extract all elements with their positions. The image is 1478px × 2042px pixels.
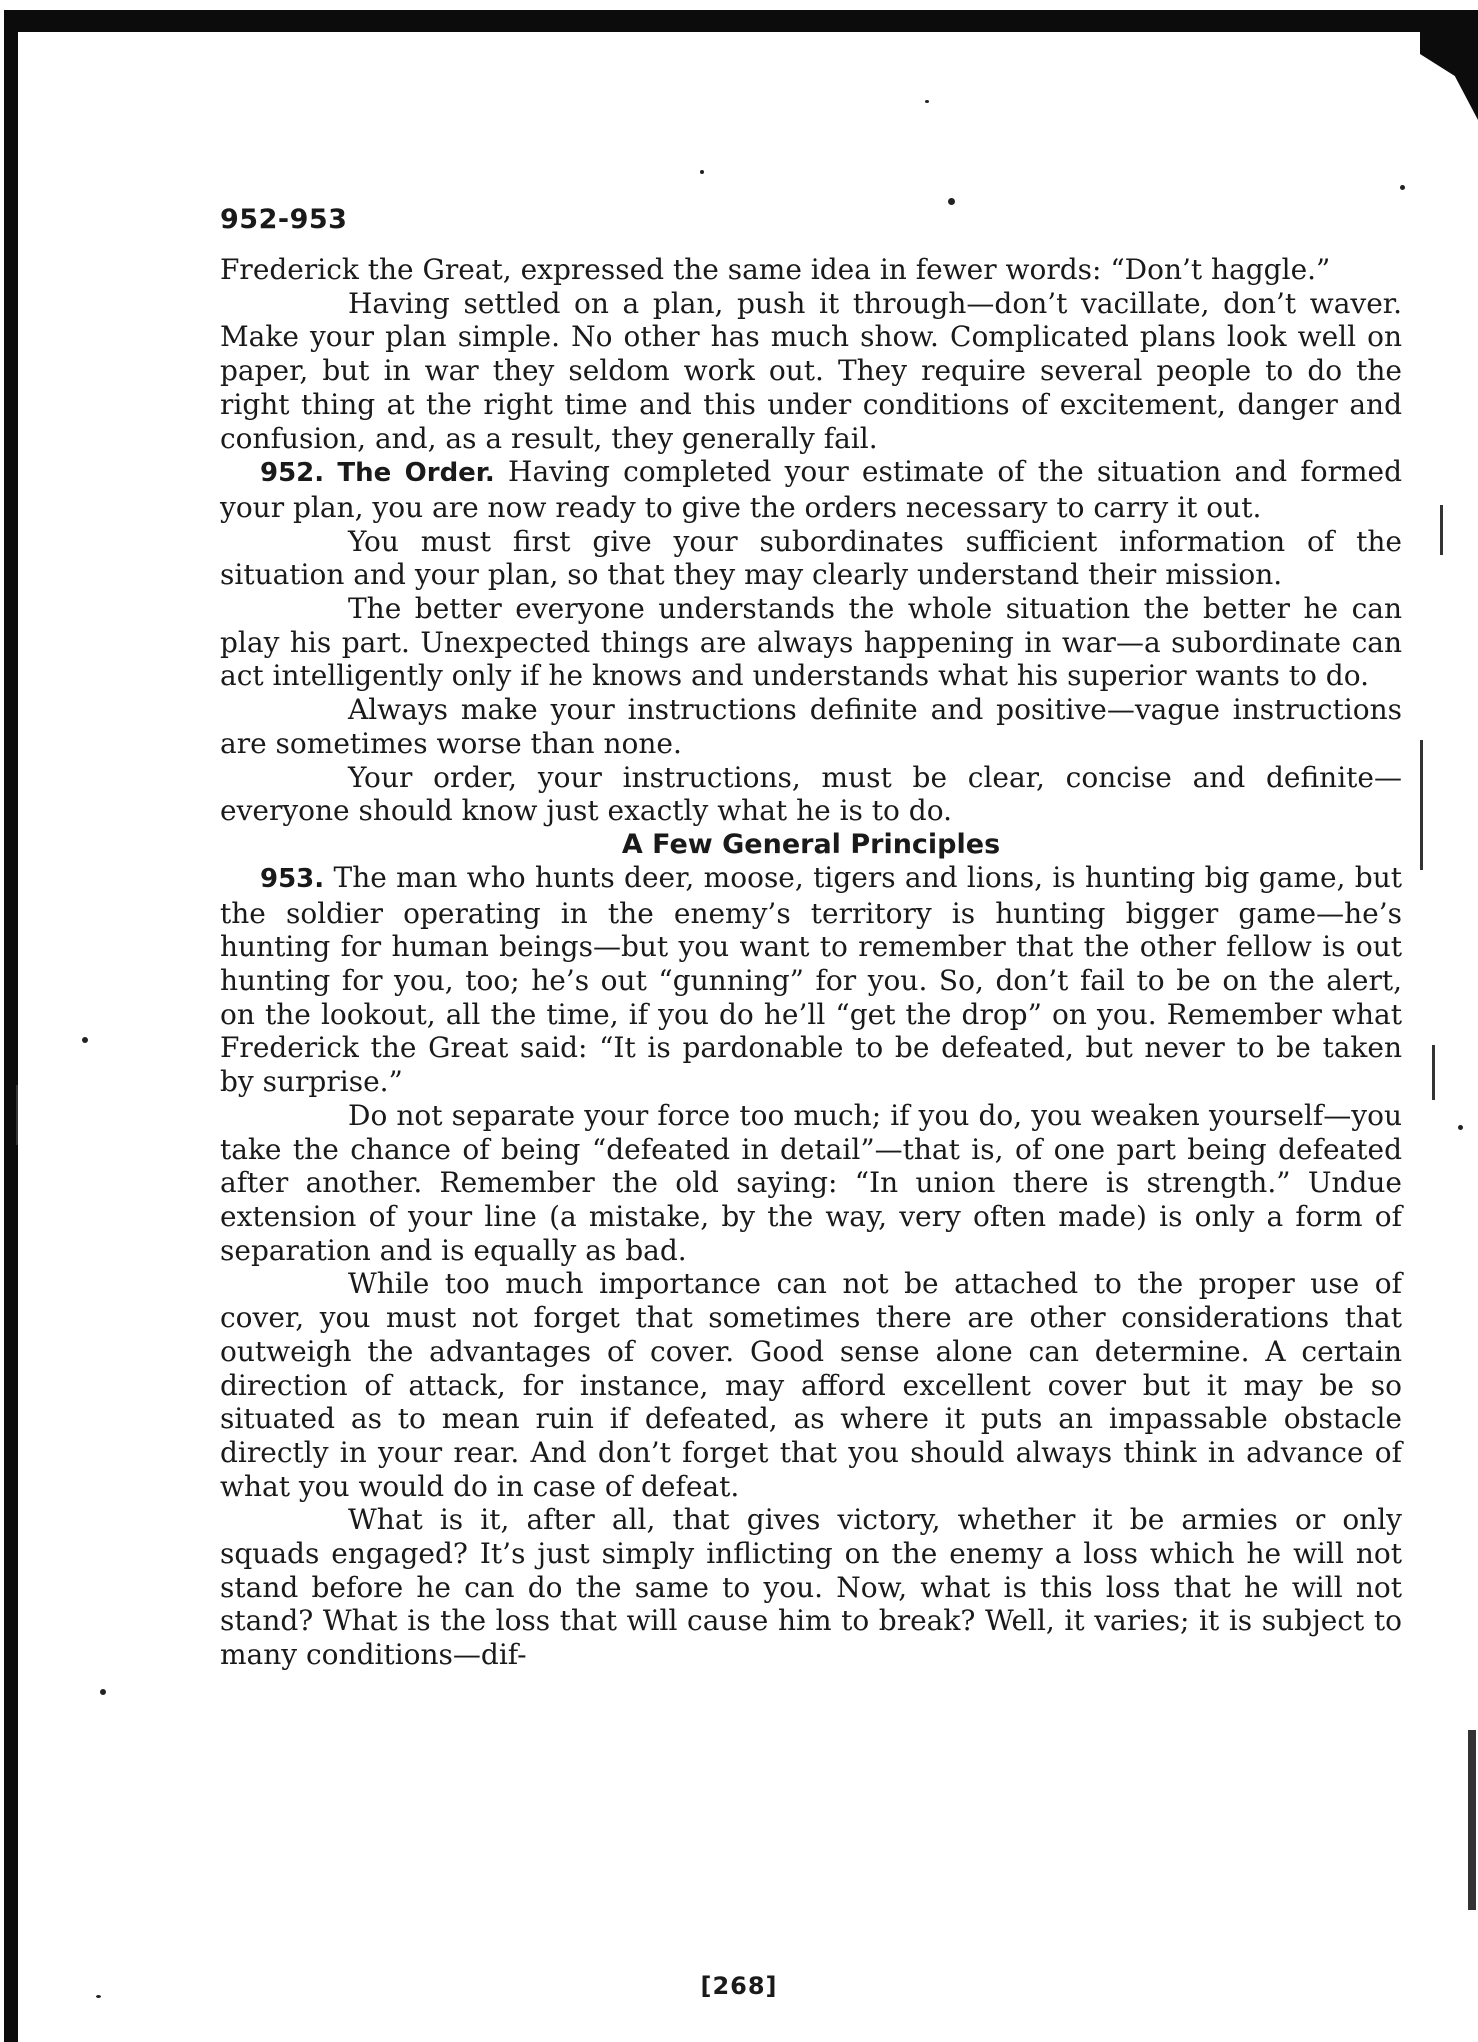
scan-border-top [4,10,1444,32]
paragraph: Do not separate your force too much; if you do, you weaken yourself—you take the chance of being “defeated in detail”—that is, of one part being defeated after another. Remember the old saying: “In union there is strength.” Undue extension of your line (a mistake, by the way, very often made) is only a form of separation and is equally as bad. [220,1098,1402,1267]
margin-mark [1432,1045,1435,1100]
section-952 [220,455,1402,524]
page-folio: 952-953 [220,204,348,235]
section-title: The Order. [337,458,495,489]
page-number: [268] [700,1972,778,2000]
margin-mark [1420,740,1423,870]
section-number: 953. [260,863,325,894]
paragraph: Always make your instructions definite and positive—vague instructions are sometimes worse than none. [220,693,1402,760]
scan-speck [1400,185,1405,190]
paragraph: The better everyone understands the whole situation the better he can play his part. Unexpected things are always happening in war—a subordinate can act intelligently only if he knows and understands what his superior wants to do. [220,592,1402,693]
page-content [220,204,1402,1672]
section-heading: A Few General Principles [621,828,1001,860]
scan-speck [1458,1125,1463,1130]
section-number: 952. [260,458,325,489]
paragraph: What is it, after all, that gives victory, whether it be armies or only squads engaged? It’s just simply inflicting on the enemy a loss which he will not stand before he can do the same to you. Now, what is this loss that he will not stand? What is the loss that will cause him to break? Well, it varies; it is subject to many conditions—dif- [220,1503,1402,1672]
section-text: The man who hunts deer, moose, tigers and lions, is hunting big game, but the soldier operating in the enemy’s territory is hunting bigger game—he’s hunting for human beings—but you want to remember that the other fellow is out hunting for you, too; he’s out “gunning” for you. So, don’t fail to be on the alert, on the lookout, all the time, if you do he’ll “get the drop” on you. Remember what Frederick the Great said: “It is pardonable to be defeated, but never to be taken by surprise.” [220,860,1402,1099]
paragraph: You must first give your subordinates sufficient information of the situation and your plan, so that they may clearly understand their mission. [220,524,1402,592]
scan-speck [100,1689,106,1695]
scan-speck [925,100,929,103]
scan-speck [82,1037,88,1043]
margin-mark [16,1085,18,1145]
margin-mark [1440,505,1443,555]
scan-border-left [4,10,18,2042]
scan-corner-mark [1420,10,1478,120]
margin-mark [1468,1730,1476,1910]
scan-speck [700,170,704,174]
paragraph: While too much importance can not be attached to the proper use of cover, you must not forget that sometimes there are other considerations that outweigh the advantages of cover. Good sense alone can determine. A certain direction of attack, for instance, may afford excellent cover but it may be so situated as to mean ruin if defeated, as where it puts an impassable obstacle directly in your rear. And don’t forget that you should always think in advance of what you would do in case of defeat. [220,1267,1402,1503]
section-text: Having completed your estimate of the situation and formed your plan, you are now ready to give the orders necessary to carry it out. [220,455,1403,524]
section-953 [220,861,1402,1099]
paragraph: Having settled on a plan, push it through—don’t vacillate, don’t waver. Make your plan simple. No other has much show. Complicated plans look well on paper, but in war they seldom work out. They require several people to do the right thing at the right time and this under conditions of excitement, danger and confusion, and, as a result, they generally fail. [220,286,1402,455]
paragraph: Your order, your instructions, must be clear, concise and definite—everyone should know just exactly what he is to do. [220,760,1402,828]
paragraph: Frederick the Great, expressed the same idea in fewer words: “Don’t haggle.” [220,253,1331,286]
